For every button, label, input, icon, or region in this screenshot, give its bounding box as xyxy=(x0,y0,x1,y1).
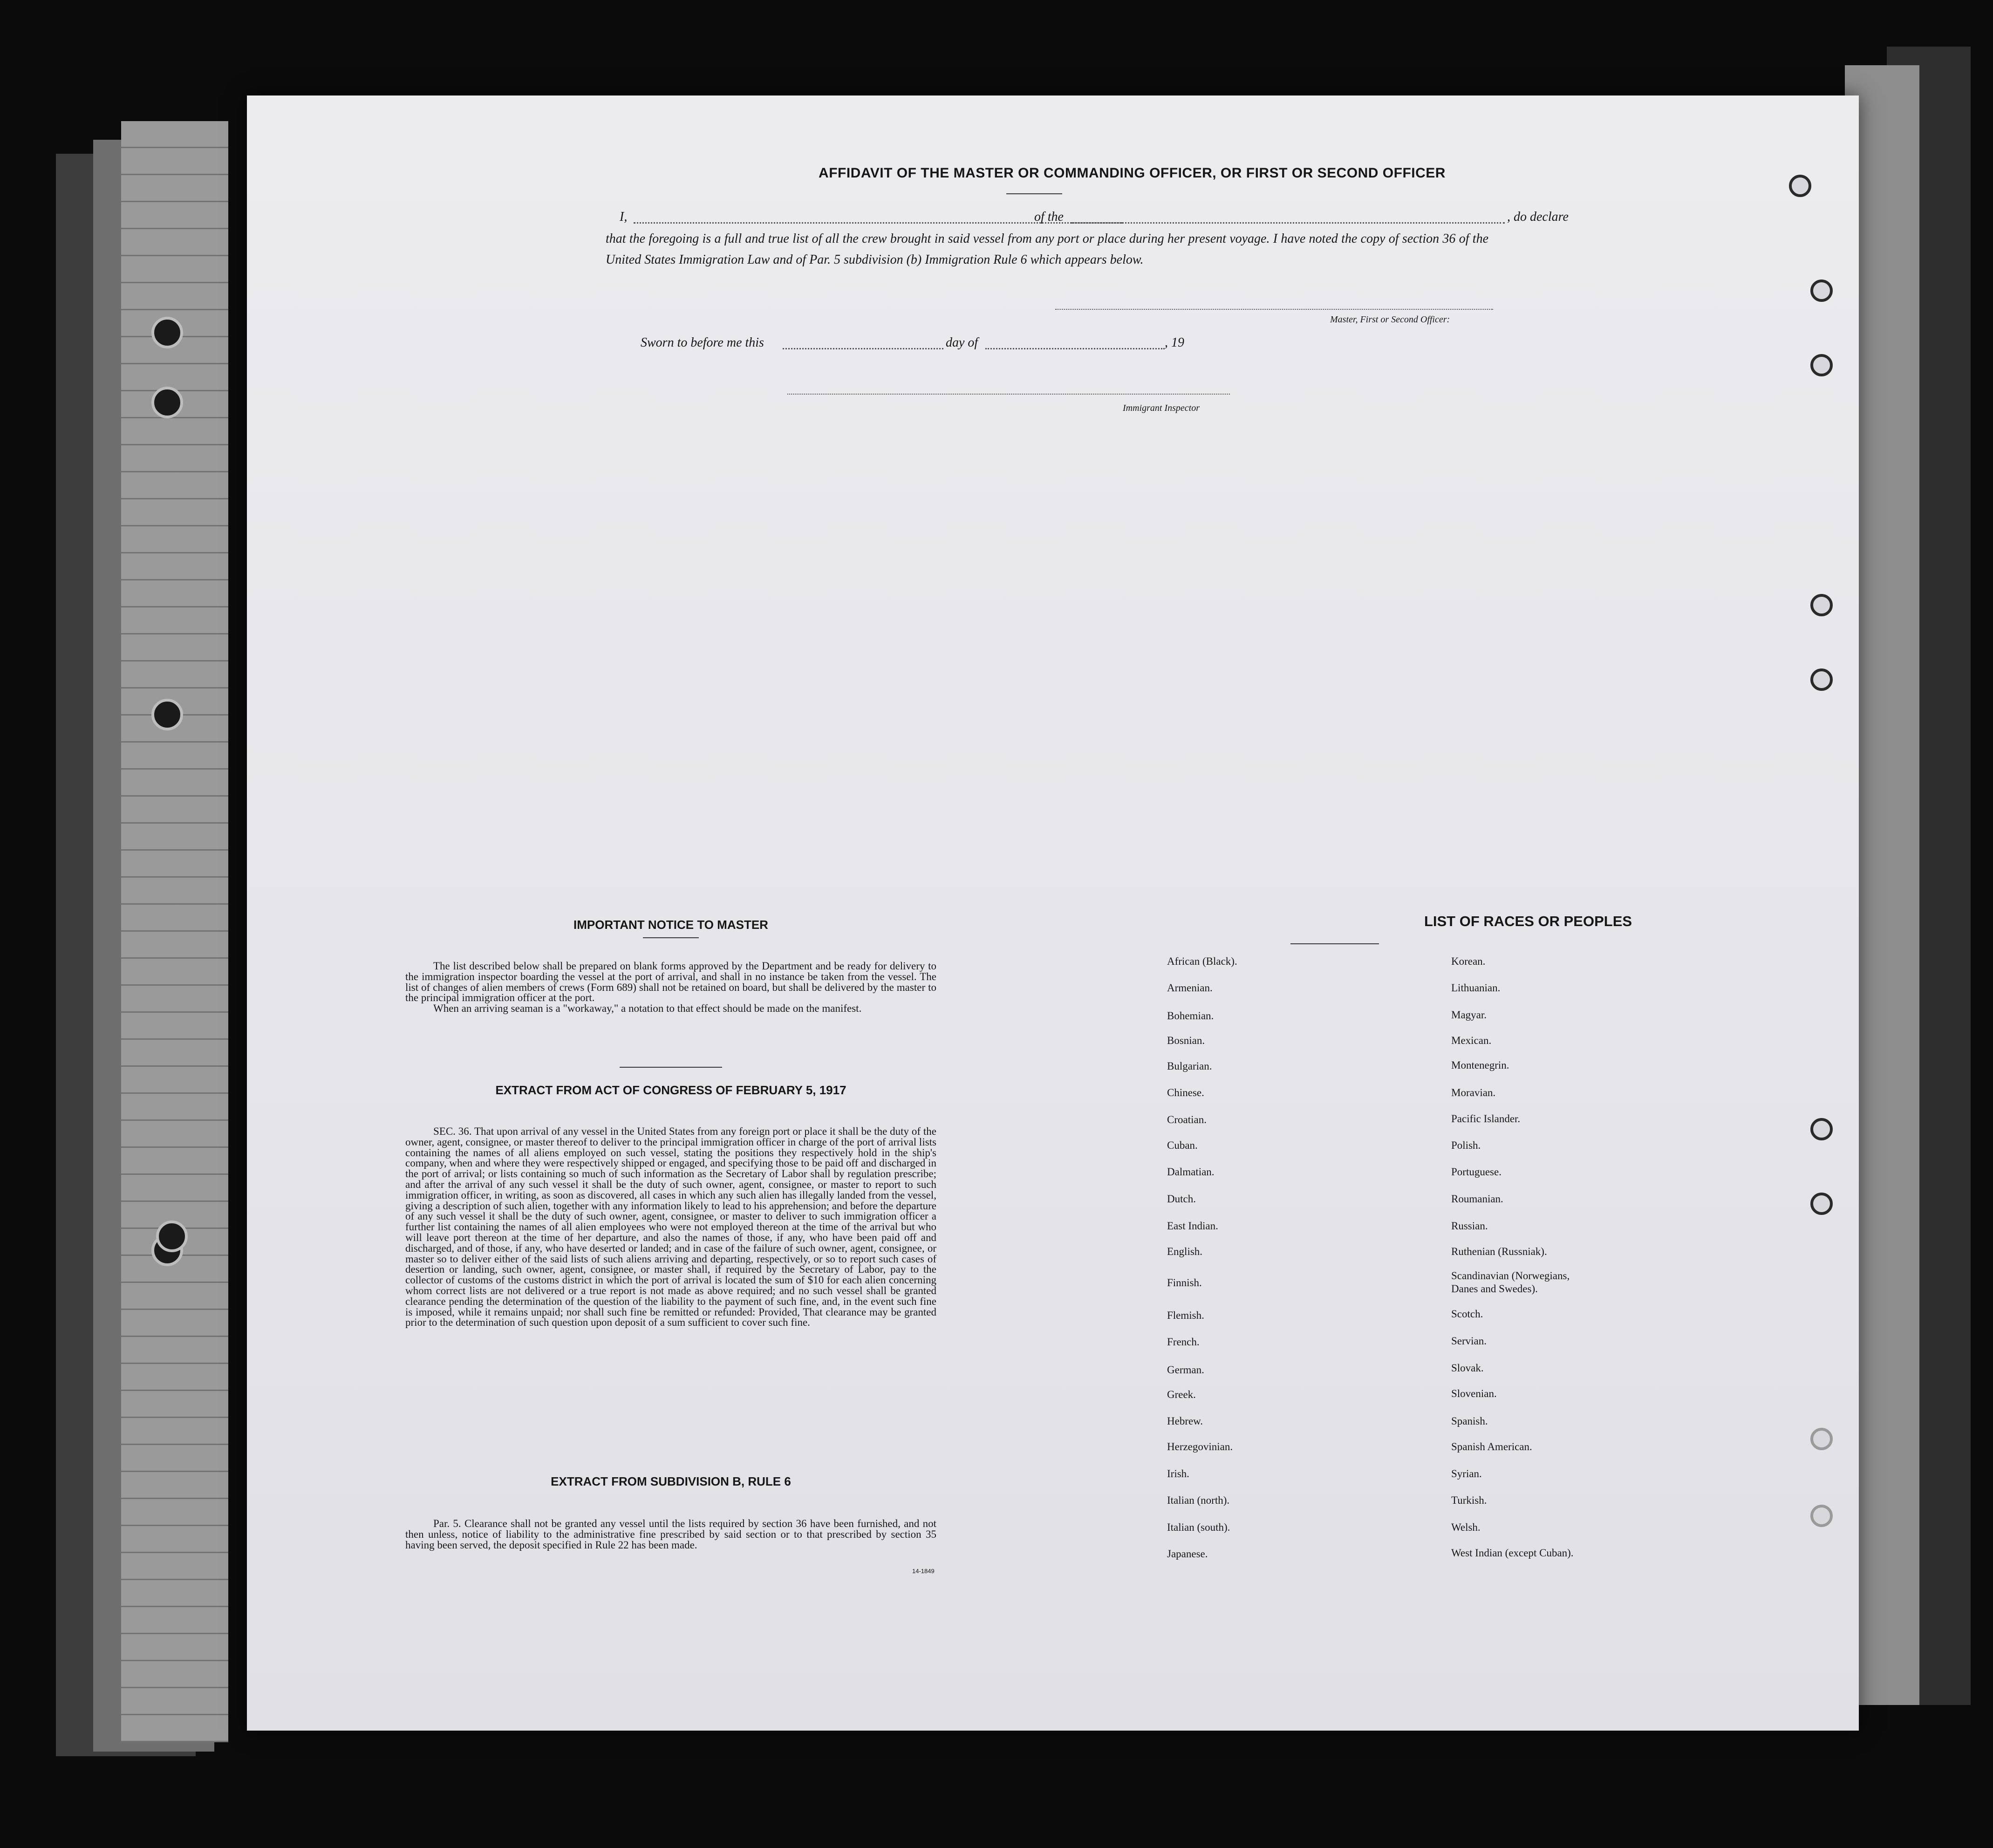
race-right: Moravian. xyxy=(1451,1087,1496,1098)
act-extract-text: SEC. 36. That upon arrival of any vessel in the United States from any foreign port or place it shall be the duty of the owner, agent, consignee, or master thereof to deliver to the principal immigration officer in charge of the port of arrival lists containing the names of all aliens employed on such vessel, stating the positions they respectively hold in the ship's company, when and where they were respectively shipped or engaged, and specifying those to be paid off and discharged in the port of arrival; or lists containing so much of such information as the Secretary of Labor shall by regulation prescribe; and after the arrival of any such vessel it shall be the duty of such owner, agent, consignee, or master to report to such immigration officer, in writing, as soon as discovered, all cases in which any such alien has illegally landed from the vessel, giving a description of such alien, together with any information likely to lead to his apprehension; and before the departure of any such vessel it shall be the duty of such owner, agent, consignee, or master to deliver to such immigration officer a further list containing the names of all alien employees who were not employed thereon at the time of the arrival but who will leave port thereon at the time of her departure, and also the names of those, if any, who have been paid off and discharged, and of those, if any, who have deserted or landed; and in case of the failure of such owner, agent, consignee, or master so to deliver either of the said lists of such aliens arriving and departing, respectively, or so to report such cases of desertion or landing, such owner, agent, consignee, or master shall, if required by the Secretary of Labor, pay to the collector of customs of the customs district in which the port of arrival is located the sum of $10 for each alien concerning whom correct lists are not delivered or a true report is not made as above required; and no such vessel shall be granted clearance pending the determination of the question of the liability to the payment of such fine, and, in the event such fine is imposed, while it remains unpaid; nor shall such fine be remitted or refunded: Provided, That clearance may be granted prior to the determination of such question upon deposit of a sum sufficient to cover such fine. xyxy=(405,1125,936,1329)
race-left: English. xyxy=(1167,1246,1203,1257)
binder-hole xyxy=(151,317,183,348)
punch-hole xyxy=(1810,1193,1833,1215)
race-right: Servian. xyxy=(1451,1335,1487,1347)
race-left: Italian (south). xyxy=(1167,1521,1230,1533)
notice-paragraph: When an arriving seaman is a "workaway," a notation to that effect should be made on the manifest. xyxy=(433,1002,862,1015)
race-left: Bulgarian. xyxy=(1167,1060,1212,1072)
race-right: Roumanian. xyxy=(1451,1193,1503,1205)
race-right: Mexican. xyxy=(1451,1035,1492,1046)
affidavit-title: AFFIDAVIT OF THE MASTER OR COMMANDING OFFICER, OR FIRST OR SECOND OFFICER xyxy=(819,165,1446,181)
punch-hole xyxy=(1810,668,1833,691)
race-right: Scandinavian (Norwegians, Danes and Swedes). xyxy=(1451,1270,1570,1295)
rule-extract-body xyxy=(405,1519,936,1550)
form-number: 14-1849 xyxy=(912,1568,935,1575)
race-left: Herzegovinian. xyxy=(1167,1441,1233,1452)
race-left: Bohemian. xyxy=(1167,1010,1214,1022)
race-left: French. xyxy=(1167,1336,1200,1348)
notice-title: IMPORTANT NOTICE TO MASTER xyxy=(573,918,768,932)
race-right: Turkish. xyxy=(1451,1494,1487,1506)
affidavit-text: that the foregoing is a full and true list of all the crew brought in said vessel from any port or place during her present voyage. I have noted the copy of section 36 of the United States Immigration Law and of Par. 5 subdivision (b) Immigration Rule 6 which appears below. xyxy=(606,232,1488,267)
inspector-signature-line[interactable] xyxy=(787,394,1230,395)
day-of-label: day of xyxy=(946,335,978,350)
race-right: Russian. xyxy=(1451,1220,1488,1232)
race-left: Chinese. xyxy=(1167,1087,1204,1098)
race-right: Pacific Islander. xyxy=(1451,1113,1521,1125)
race-left: Dalmatian. xyxy=(1167,1166,1215,1178)
race-left: Finnish. xyxy=(1167,1277,1202,1289)
race-right: Welsh. xyxy=(1451,1521,1481,1533)
race-right: Ruthenian (Russniak). xyxy=(1451,1246,1547,1257)
ledger-pages-edge xyxy=(121,121,228,1742)
vessel-blank[interactable] xyxy=(1072,222,1505,224)
race-right: Syrian. xyxy=(1451,1468,1482,1480)
rule-extract-text: Par. 5. Clearance shall not be granted any vessel until the lists required by section 36 have been furnished, and not then unless, notice of liability to the administrative fine prescribed by said section or to that prescribed by section 35 having been served, the deposit specified in Rule 22 has been made. xyxy=(405,1518,936,1551)
sworn-day-blank[interactable] xyxy=(783,348,943,349)
race-left: Irish. xyxy=(1167,1468,1189,1480)
race-left: East Indian. xyxy=(1167,1220,1218,1232)
year-label: , 19 xyxy=(1165,335,1184,350)
race-left: Greek. xyxy=(1167,1389,1196,1400)
race-right: Spanish American. xyxy=(1451,1441,1532,1452)
act-extract-title: EXTRACT FROM ACT OF CONGRESS OF FEBRUARY 5, 1917 xyxy=(495,1083,846,1097)
sworn-label: Sworn to before me this xyxy=(641,335,764,350)
act-extract-body xyxy=(405,1126,936,1328)
declare-label: , do declare xyxy=(1507,210,1569,224)
punch-hole xyxy=(1789,175,1811,197)
race-right: Magyar. xyxy=(1451,1009,1487,1021)
punch-hole xyxy=(1810,280,1833,302)
punch-hole xyxy=(1810,354,1833,376)
notice-body xyxy=(405,961,936,1014)
race-right: Lithuanian. xyxy=(1451,982,1501,994)
race-left: Hebrew. xyxy=(1167,1415,1203,1427)
rule-extract-title: EXTRACT FROM SUBDIVISION B, RULE 6 xyxy=(551,1474,791,1488)
signature-line[interactable] xyxy=(1055,309,1493,310)
race-right: Spanish. xyxy=(1451,1415,1488,1427)
divider xyxy=(620,1067,722,1068)
race-right: Korean. xyxy=(1451,955,1486,967)
affidavit-i-label: I, xyxy=(620,210,628,224)
binder-hole xyxy=(151,387,183,418)
inspector-label: Immigrant Inspector xyxy=(1123,403,1200,413)
race-left: Japanese. xyxy=(1167,1548,1208,1560)
punch-hole xyxy=(1810,1505,1833,1527)
punch-hole xyxy=(1810,1118,1833,1140)
divider xyxy=(1290,943,1379,944)
document-page xyxy=(247,95,1859,1731)
race-left: Flemish. xyxy=(1167,1309,1204,1321)
race-left: Croatian. xyxy=(1167,1114,1207,1125)
race-right: Montenegrin. xyxy=(1451,1059,1509,1071)
race-left: Italian (north). xyxy=(1167,1494,1230,1506)
race-left: Armenian. xyxy=(1167,982,1213,994)
race-right: Slovak. xyxy=(1451,1362,1484,1374)
race-right: Slovenian. xyxy=(1451,1388,1497,1399)
signature-label: Master, First or Second Officer: xyxy=(1330,314,1450,325)
binder-hole xyxy=(151,699,183,730)
punch-hole xyxy=(1810,1428,1833,1450)
race-left: Dutch. xyxy=(1167,1193,1196,1205)
race-right: Portuguese. xyxy=(1451,1166,1502,1178)
divider xyxy=(1006,193,1062,194)
race-right: Scotch. xyxy=(1451,1308,1483,1320)
race-left: African (Black). xyxy=(1167,955,1237,967)
punch-hole xyxy=(1810,594,1833,616)
race-right: Polish. xyxy=(1451,1139,1481,1151)
divider xyxy=(643,937,699,938)
race-left: Bosnian. xyxy=(1167,1035,1205,1046)
notice-paragraph: The list described below shall be prepared on blank forms approved by the Department and be ready for delivery to the immigration inspector boarding the vessel at the port of arrival, and shall in no instance be taken from the vessel. The list of changes of alien members of crews (Form 689) shall not be retained on board, but shall be delivered by the master to the principal immigration officer at the port. xyxy=(405,960,936,1004)
of-the-label: of the xyxy=(1034,210,1064,224)
race-left: German. xyxy=(1167,1364,1204,1376)
race-right: West Indian (except Cuban). xyxy=(1451,1547,1574,1559)
races-title: LIST OF RACES OR PEOPLES xyxy=(1424,913,1632,929)
binder-hole xyxy=(156,1221,188,1252)
race-left: Cuban. xyxy=(1167,1139,1198,1151)
sworn-month-blank[interactable] xyxy=(985,348,1165,349)
